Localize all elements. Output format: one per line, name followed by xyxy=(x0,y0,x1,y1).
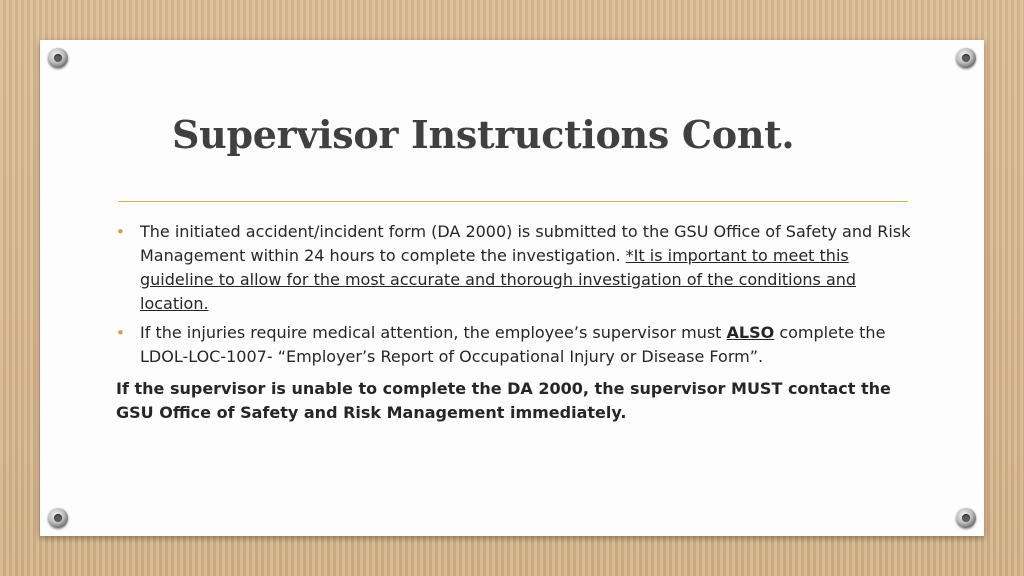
slide-card xyxy=(40,40,984,536)
bullet-text: If the injuries require medical attention, the employee’s supervisor must xyxy=(140,323,727,342)
pushpin-icon xyxy=(956,48,976,68)
slide-title: Supervisor Instructions Cont. xyxy=(172,112,795,157)
bullet-text: complete the LDOL-LOC-1007- “Employer’s Report of Occupational Injury or Disease Form”. xyxy=(140,323,886,366)
pushpin-icon xyxy=(956,508,976,528)
bullet-icon: • xyxy=(116,324,125,342)
bullet-item xyxy=(116,321,916,369)
closing-statement: If the supervisor is unable to complete the DA 2000, the supervisor MUST contact the GSU Office of Safety and Risk Management immediately. xyxy=(116,379,891,422)
bullet-item xyxy=(116,220,916,316)
pushpin-icon xyxy=(48,48,68,68)
emphasis-also: ALSO xyxy=(726,323,775,342)
bullet-icon: • xyxy=(116,223,125,241)
pushpin-icon xyxy=(48,508,68,528)
bullet-text: The initiated accident/incident form (DA 2000) is submitted to the GSU Office of Safety and Risk Management within 24 hours to complete the investigation. xyxy=(140,222,911,265)
important-note: *It is important to meet this guideline to allow for the most accurate and thorough investigation of the conditions and location. xyxy=(140,246,857,313)
title-divider xyxy=(118,201,908,202)
slide-body xyxy=(116,220,916,441)
